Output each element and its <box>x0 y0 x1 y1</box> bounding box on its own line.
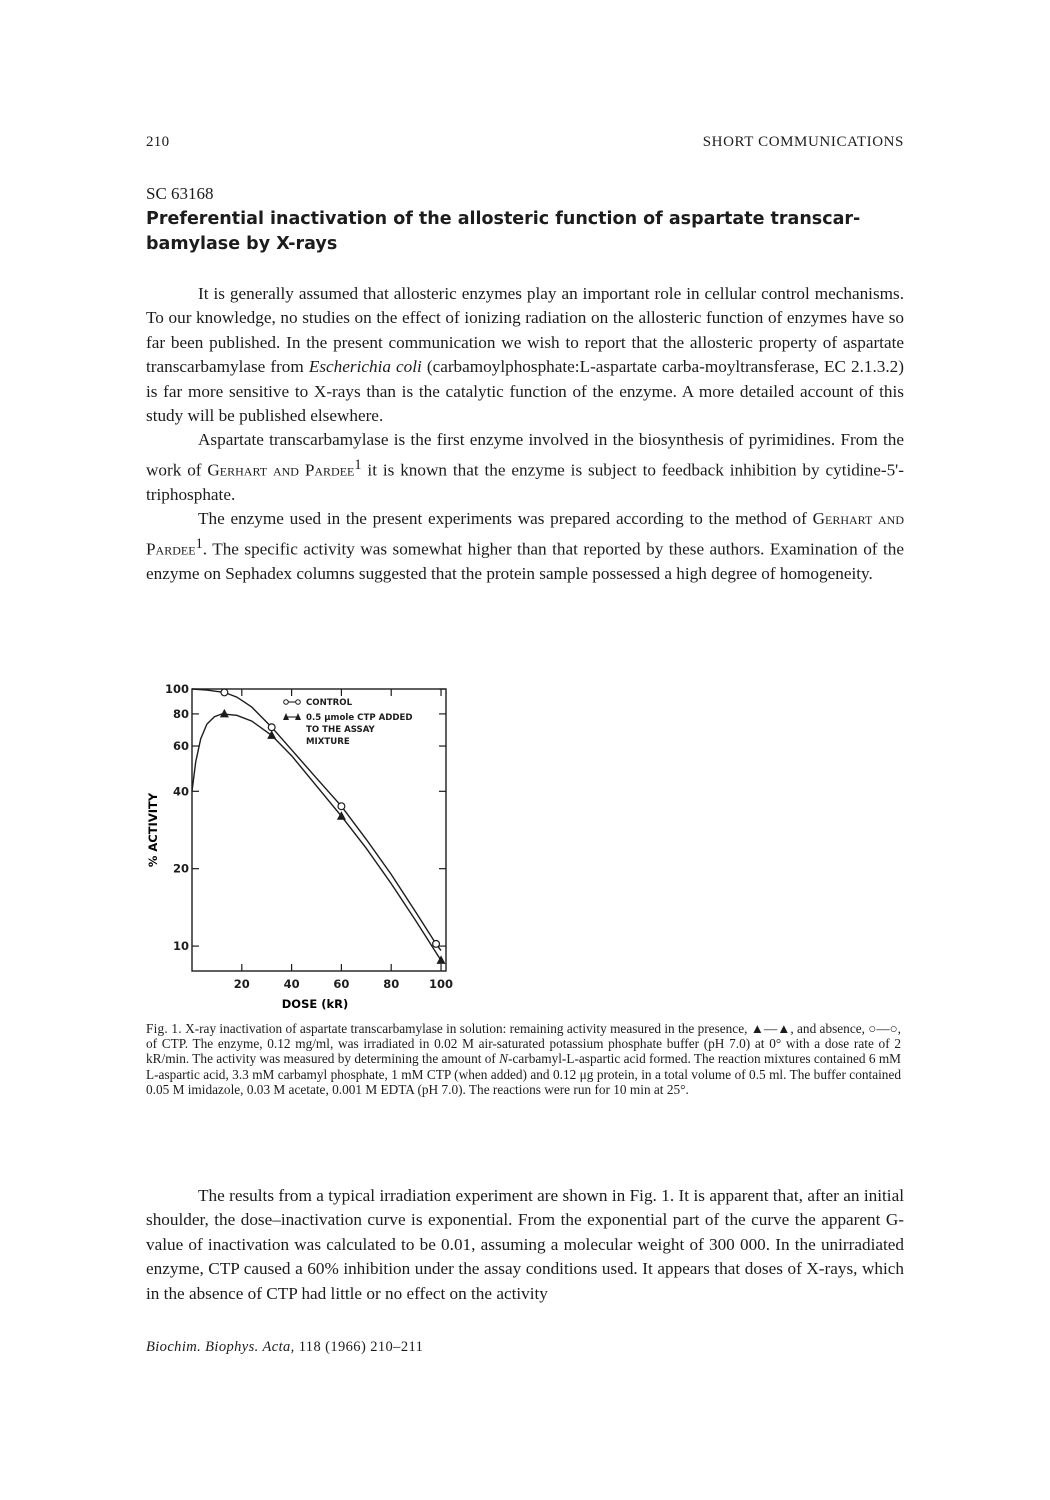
journal-name: Biochim. Biophys. Acta, <box>146 1339 295 1355</box>
x-tick-label: 100 <box>429 977 454 991</box>
intro-text <box>146 282 904 586</box>
article-code: SC 63168 <box>146 184 214 203</box>
control-data-point <box>433 940 440 947</box>
legend-ctp-label: 0.5 μmole CTP ADDED <box>306 713 413 723</box>
page-number: 210 <box>146 134 170 150</box>
x-tick-label: 40 <box>283 977 300 991</box>
control-data-point <box>268 724 275 731</box>
paragraph-2: Aspartate transcarbamylase is the first enzyme involved in the biosynthesis of pyrimidines. From the work of Gerhart and Pardee$^1$ it is known that the enzyme is subject to feedback inhibition by cytidine-5'-triphosphate. <box>146 430 904 504</box>
figure-caption: Fig. 1. X-ray inactivation of aspartate transcarbamylase in solution: remaining activity measured in the presence, ▲—▲, and absence, ○—○, of CTP. The enzyme, 0.12 mg/ml, was irradiated in 0.02 M air-saturated potassium phosphate buffer (pH 7.0) at 0° with a dose rate of 2 kR/min. The activity was measured by determining the amount of N-carbamyl-L-aspartic acid formed. The reaction mixtures contained 6 mM L-aspartic acid, 3.3 mM carbamyl phosphate, 1 mM CTP (when added) and 0.12 μg protein, in a total volume of 0.5 ml. The buffer contained 0.05 M imidazole, 0.03 M acetate, 0.001 M EDTA (pH 7.0). The reactions were run for 10 min at 25°. <box>146 1021 901 1097</box>
x-tick-label: 60 <box>333 977 350 991</box>
legend-control-marker <box>296 700 301 705</box>
control-data-point <box>221 689 228 696</box>
author-names: Gerhart and Pardee <box>207 460 355 480</box>
y-tick-label: 10 <box>172 939 189 954</box>
caption-label: Fig. 1. <box>146 1021 182 1036</box>
chart-legend <box>283 698 413 747</box>
species-name: Escherichia coli <box>308 357 422 377</box>
ctp-data-point <box>220 709 229 718</box>
paragraph-1: It is generally assumed that allosteric enzymes play an important role in cellular control mechanisms. To our knowledge, no studies on the effect of ionizing radiation on the allosteric function of enzymes have so far been published. In the present communication we wish to report that the allosteric property of aspartate transcarbamylase from Escherichia coli (carbamoylphosphate:L-aspartate carba-moyltransferase, EC 2.1.3.2) is far more sensitive to X-rays than is the catalytic function of the enzyme. A more detailed account of this study will be published elsewhere. <box>146 284 904 426</box>
reference-marker: 1 <box>195 535 203 552</box>
legend-ctp-label: MIXTURE <box>306 737 350 747</box>
running-head: SHORT COMMUNICATIONS <box>702 134 904 150</box>
ctp-curve <box>192 714 441 961</box>
x-axis-label: DOSE (kR) <box>281 997 349 1011</box>
legend-control-label: CONTROL <box>306 698 353 708</box>
x-tick-label: 20 <box>233 977 250 991</box>
reference-marker: 1 <box>354 456 362 473</box>
filled-triangle-symbol: ▲—▲ <box>750 1021 791 1036</box>
open-circle-symbol: ○—○ <box>868 1021 898 1036</box>
legend-control-marker <box>284 700 289 705</box>
journal-citation: 118 (1966) 210–211 <box>294 1339 424 1355</box>
paragraph-3: The enzyme used in the present experiments was prepared according to the method of Gerhart and Pardee$^1$. The specific activity was somewhat higher than that reported by these authors. Examination of the enzyme on Sephadex columns suggested that the protein sample possessed a high degree of homogeneity. <box>146 509 904 583</box>
article-title: Preferential inactivation of the allosteric function of aspartate transcar-bamylase by X-rays <box>146 209 861 254</box>
y-tick-label: 40 <box>172 784 189 799</box>
author-names: Gerhart and Pardee <box>146 509 904 559</box>
figure-1-chart <box>140 675 470 1015</box>
control-data-point <box>338 803 345 810</box>
y-tick-label: 100 <box>164 682 189 696</box>
legend-ctp-label: TO THE ASSAY <box>306 725 375 735</box>
journal-footer <box>146 1339 423 1356</box>
x-tick-label: 80 <box>383 977 400 991</box>
y-tick-label: 60 <box>172 739 189 754</box>
y-axis-label: % ACTIVITY <box>146 792 160 868</box>
results-text <box>146 1184 904 1306</box>
paragraph-4: The results from a typical irradiation experiment are shown in Fig. 1. It is apparent that, after an initial shoulder, the dose–inactivation curve is exponential. From the exponential part of the curve the apparent G-value of inactivation was calculated to be 0.01, assuming a molecular weight of 300 000. In the unirradiated enzyme, CTP caused a 60% inhibition under the assay conditions used. It appears that doses of X-rays, which in the absence of CTP had little or no effect on the activity <box>146 1186 904 1303</box>
y-tick-label: 20 <box>172 861 189 876</box>
y-tick-label: 80 <box>172 706 189 721</box>
